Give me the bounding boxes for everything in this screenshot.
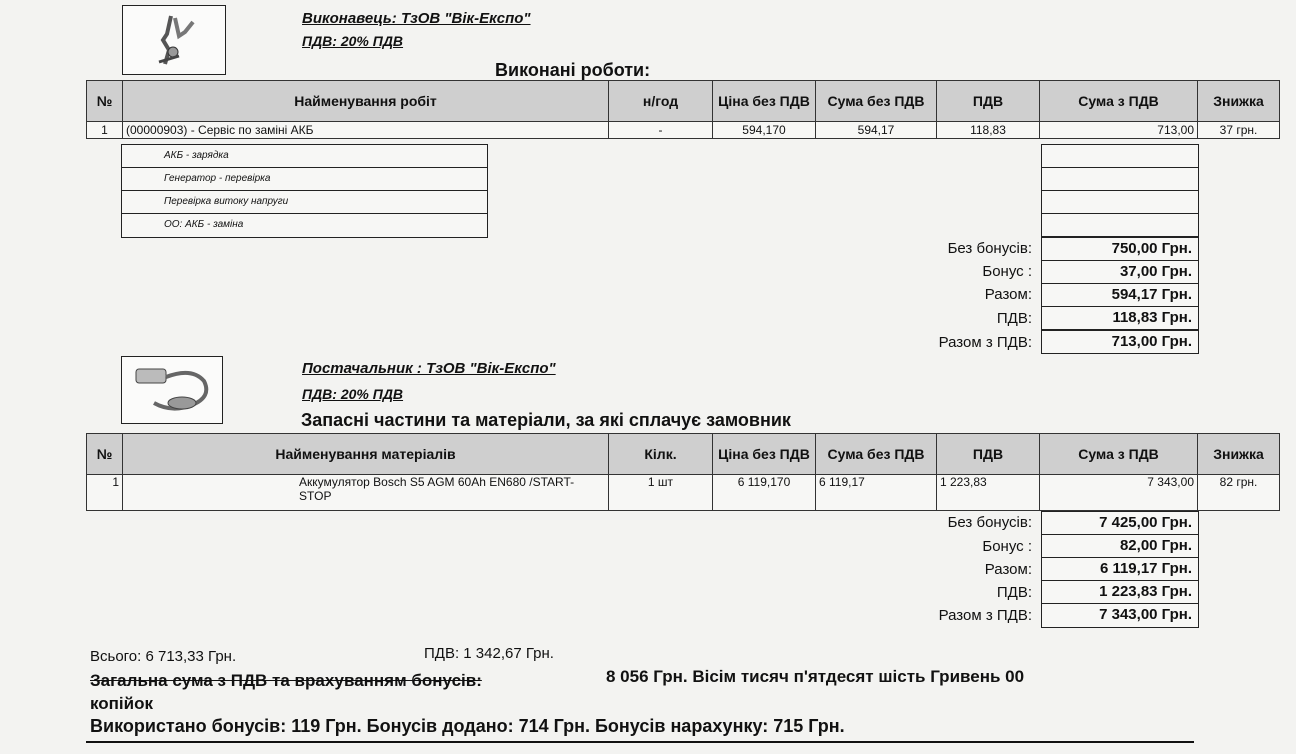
row-price: 594,170	[713, 122, 816, 139]
parts-summary-label: Без бонусів:	[947, 514, 1032, 531]
parts-summary-value: 7 343,00 Грн.	[1041, 603, 1199, 628]
works-summary-value: 750,00 Грн.	[1041, 237, 1199, 261]
parts-table	[86, 433, 1280, 511]
subitem: АКБ - зарядка	[121, 144, 488, 168]
col-hours: н/год	[609, 81, 713, 122]
works-title: Виконані роботи:	[495, 60, 651, 80]
row-sum: 594,17	[816, 122, 937, 139]
works-table	[86, 80, 1280, 139]
col-name: Найменування матеріалів	[123, 434, 609, 475]
row-name: (00000903) - Сервіс по заміні АКБ	[123, 122, 609, 139]
row-no: 1	[87, 122, 123, 139]
parts-summary-label: Разом:	[984, 561, 1032, 578]
grand-total-label: Загальна сума з ПДВ та врахуванням бонусів:	[90, 671, 482, 690]
row-qty: 1 шт	[609, 475, 713, 511]
parts-vat-line: ПДВ: 20% ПДВ	[302, 386, 404, 402]
supplier-logo	[121, 356, 223, 424]
col-vat: ПДВ	[937, 81, 1040, 122]
works-summary-value: 713,00 Грн.	[1041, 330, 1199, 354]
empty-cell	[1041, 213, 1199, 237]
row-discount: 82 грн.	[1198, 475, 1280, 511]
col-sum: Сума без ПДВ	[816, 81, 937, 122]
works-summary-label: Без бонусів:	[947, 240, 1032, 257]
works-summary-label: Разом з ПДВ:	[938, 334, 1032, 351]
total-vat: ПДВ: 1 342,67 Грн.	[424, 645, 554, 662]
row-name: Аккумулятор Bosch S5 AGM 60Ah EN680 /START-STOP	[123, 475, 609, 511]
subitem: Перевірка витоку напруги	[121, 190, 488, 214]
row-price: 6 119,170	[713, 475, 816, 511]
col-sum: Сума без ПДВ	[816, 434, 937, 475]
parts-summary-label: Разом з ПДВ:	[938, 607, 1032, 624]
works-summary-value: 118,83 Грн.	[1041, 306, 1199, 330]
col-discount: Знижка	[1198, 434, 1280, 475]
works-summary-label: Разом:	[984, 286, 1032, 303]
col-name: Найменування робіт	[123, 81, 609, 122]
works-summary-label: Бонус :	[982, 263, 1032, 280]
works-summary-label: ПДВ:	[996, 310, 1032, 327]
subitem: Генератор - перевірка	[121, 167, 488, 191]
table-row	[87, 122, 1280, 139]
parts-summary-value: 6 119,17 Грн.	[1041, 557, 1199, 581]
works-summary-value: 37,00 Грн.	[1041, 260, 1199, 284]
col-price: Ціна без ПДВ	[713, 81, 816, 122]
row-hours: -	[609, 122, 713, 139]
battery-cable-logo-icon	[122, 357, 220, 421]
row-no: 1	[87, 475, 123, 511]
empty-cell	[1041, 167, 1199, 191]
works-vat-line: ПДВ: 20% ПДВ	[302, 33, 404, 49]
performer-line: Виконавець: ТзОВ "Вік-Експо"	[302, 10, 531, 27]
parts-summary-value: 1 223,83 Грн.	[1041, 580, 1199, 604]
table-row	[87, 475, 1280, 511]
parts-header-row	[87, 434, 1280, 475]
works-summary-value: 594,17 Грн.	[1041, 283, 1199, 307]
parts-title: Запасні частини та матеріали, за які сплачує замовник	[301, 410, 791, 430]
col-total: Сума з ПДВ	[1040, 81, 1198, 122]
row-total: 7 343,00	[1040, 475, 1198, 511]
works-header-row	[87, 81, 1280, 122]
col-no: №	[87, 81, 123, 122]
bottom-rule	[86, 741, 1194, 743]
col-vat: ПДВ	[937, 434, 1040, 475]
empty-cell	[1041, 190, 1199, 214]
row-vat: 118,83	[937, 122, 1040, 139]
row-discount: 37 грн.	[1198, 122, 1280, 139]
grand-total-continued: копійок	[90, 694, 154, 713]
performer-logo	[122, 5, 226, 75]
row-total: 713,00	[1040, 122, 1198, 139]
supplier-line: Постачальник : ТзОВ "Вік-Експо"	[302, 360, 556, 377]
parts-summary-value: 82,00 Грн.	[1041, 534, 1199, 558]
subitem: ОО: АКБ - заміна	[121, 213, 488, 238]
empty-cell	[1041, 144, 1199, 168]
total-all: Всього: 6 713,33 Грн.	[90, 648, 237, 665]
parts-summary-value: 7 425,00 Грн.	[1041, 511, 1199, 535]
col-discount: Знижка	[1198, 81, 1280, 122]
grand-total-value: 8 056 Грн. Вісім тисяч п'ятдесят шість Гривень 00	[606, 667, 1025, 686]
col-price: Ціна без ПДВ	[713, 434, 816, 475]
parts-summary-label: Бонус :	[982, 538, 1032, 555]
row-vat: 1 223,83	[937, 475, 1040, 511]
row-sum: 6 119,17	[816, 475, 937, 511]
col-total: Сума з ПДВ	[1040, 434, 1198, 475]
parts-summary-label: ПДВ:	[996, 584, 1032, 601]
bonus-line: Використано бонусів: 119 Грн. Бонусів додано: 714 Грн. Бонусів нарахунку: 715 Грн.	[90, 716, 845, 736]
col-no: №	[87, 434, 123, 475]
wrench-logo-icon	[123, 6, 223, 72]
col-qty: Кілк.	[609, 434, 713, 475]
